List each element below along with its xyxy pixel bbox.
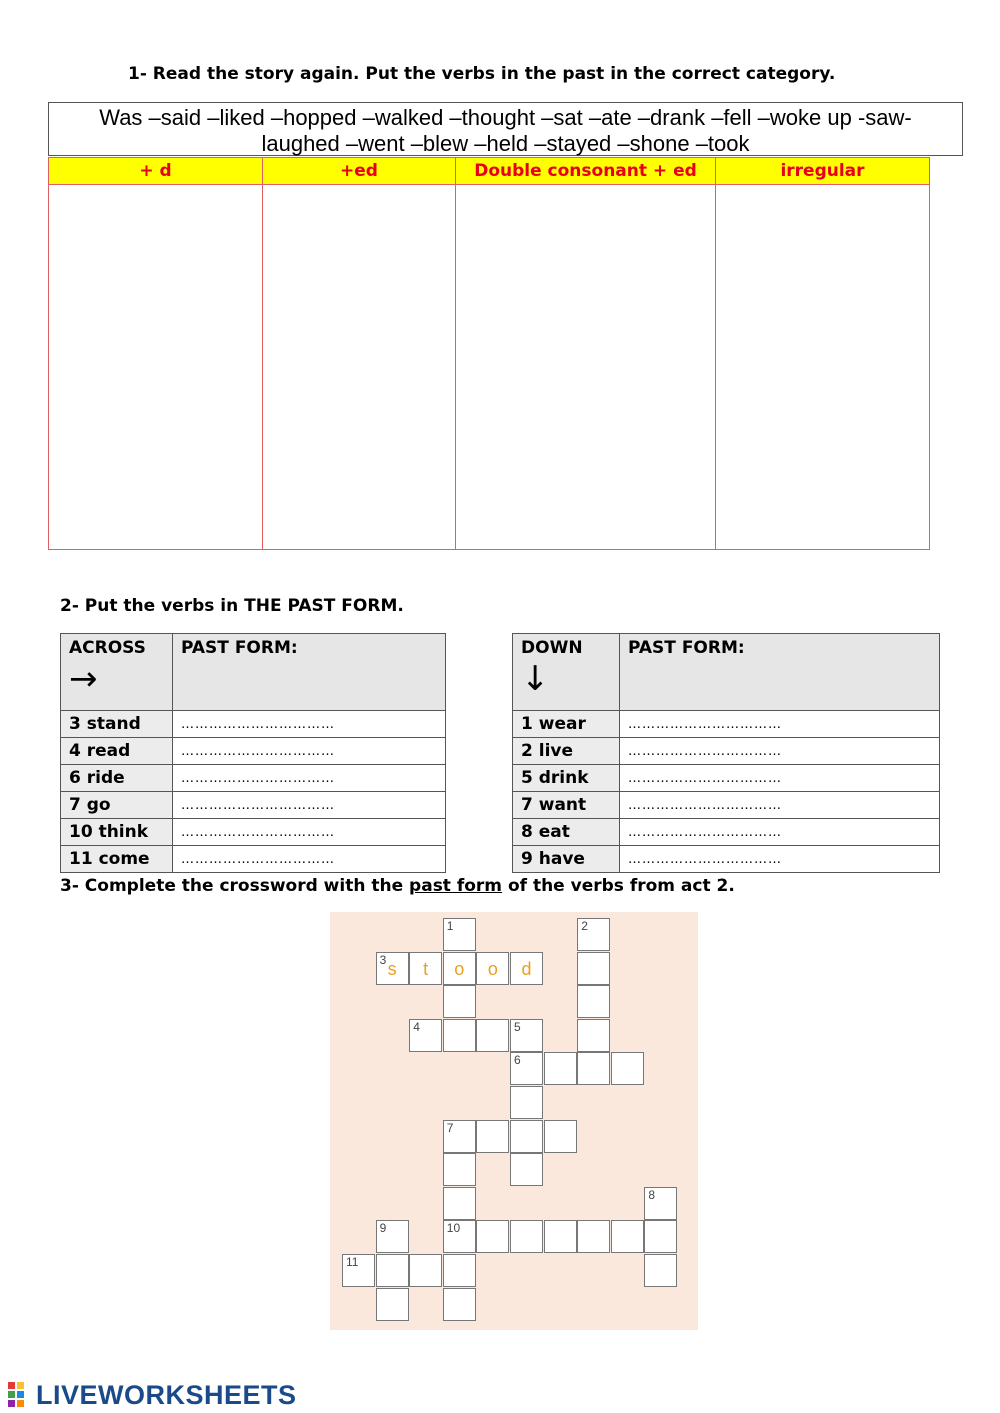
crossword-cell[interactable] (644, 1254, 677, 1287)
logo-text: LIVEWORKSHEETS (36, 1379, 297, 1410)
category-header-irregular: irregular (716, 158, 930, 185)
crossword-example-letter: t (423, 958, 429, 979)
crossword-cell[interactable] (544, 1120, 577, 1153)
crossword-cell[interactable] (510, 1086, 543, 1119)
across-answer-field[interactable]: …………………………… (173, 819, 446, 846)
crossword-cell[interactable] (443, 952, 476, 985)
crossword-cell[interactable] (376, 1288, 409, 1321)
crossword-cell[interactable] (342, 1254, 375, 1287)
crossword-cell[interactable] (644, 1220, 677, 1253)
across-answer-field[interactable]: …………………………… (173, 738, 446, 765)
crossword-cell[interactable] (443, 1153, 476, 1186)
across-verb: 4 read (61, 738, 173, 765)
crossword-cell[interactable] (510, 1019, 543, 1052)
down-verb: 2 live (513, 738, 620, 765)
crossword-cell[interactable] (577, 985, 610, 1018)
across-verb: 3 stand (61, 711, 173, 738)
crossword-cell[interactable] (443, 1254, 476, 1287)
down-table (512, 633, 940, 873)
crossword-cell[interactable] (376, 1220, 409, 1253)
logo-icon (8, 1382, 34, 1408)
across-answer-field[interactable]: …………………………… (173, 792, 446, 819)
category-cell-d[interactable] (49, 185, 263, 550)
crossword-clue-number: 1 (446, 919, 454, 933)
crossword-example-letter: o (454, 958, 465, 979)
down-verb: 9 have (513, 846, 620, 873)
crossword-cell[interactable] (443, 1187, 476, 1220)
crossword-cell[interactable] (510, 1220, 543, 1253)
crossword-cell[interactable] (409, 1019, 442, 1052)
crossword-cell[interactable] (510, 1120, 543, 1153)
crossword-cell[interactable] (443, 918, 476, 951)
crossword-clue-number: 4 (413, 1019, 420, 1034)
verb-list-line1: Was –said –liked –hopped –walked –thought –sat –ate –drank –fell –woke up -saw- (99, 105, 912, 130)
crossword-cell[interactable] (376, 952, 409, 985)
crossword-cell[interactable] (409, 1254, 442, 1287)
crossword-cell[interactable] (443, 985, 476, 1018)
crossword-cell[interactable] (443, 1288, 476, 1321)
crossword-cell[interactable] (476, 1019, 509, 1052)
down-verb: 5 drink (513, 765, 620, 792)
crossword-clue-number: 10 (446, 1221, 461, 1236)
crossword-cell[interactable] (510, 1052, 543, 1085)
across-verb: 7 go (61, 792, 173, 819)
down-answer-field[interactable]: …………………………… (620, 819, 940, 846)
down-verb: 7 want (513, 792, 620, 819)
down-verb: 1 wear (513, 711, 620, 738)
crossword-cell[interactable] (544, 1220, 577, 1253)
crossword-clue-number: 3 (379, 952, 387, 967)
crossword-clue-number: 11 (346, 1255, 359, 1269)
crossword-cell[interactable] (611, 1220, 644, 1253)
category-cell-irregular[interactable] (716, 185, 930, 550)
across-table (60, 633, 446, 873)
down-answer-field[interactable]: …………………………… (620, 765, 940, 792)
crossword-cell[interactable] (476, 952, 509, 985)
verb-list-box (48, 102, 963, 156)
crossword-cell[interactable] (443, 1220, 476, 1253)
activity3-heading: 3- Complete the crossword with the past form of the verbs from act 2. (60, 876, 735, 896)
crossword-cell[interactable] (611, 1052, 644, 1085)
crossword-example-letter: s (387, 958, 397, 979)
arrow-down-icon: ↓ (521, 659, 550, 699)
across-past-form-header: PAST FORM: (173, 634, 446, 711)
activity2-heading: 2- Put the verbs in THE PAST FORM. (60, 596, 404, 616)
crossword-clue-number: 6 (514, 1053, 521, 1068)
arrow-right-icon: → (69, 659, 98, 699)
crossword-cell[interactable] (443, 1120, 476, 1153)
category-header-double-consonant: Double consonant + ed (456, 158, 716, 185)
crossword-clue-number: 9 (379, 1221, 387, 1236)
crossword-cell[interactable] (510, 952, 543, 985)
liveworksheets-logo (8, 1381, 297, 1409)
crossword-cell[interactable] (577, 1019, 610, 1052)
crossword-cell[interactable] (577, 918, 610, 951)
crossword-grid (330, 912, 698, 1330)
crossword-clue-number: 7 (446, 1120, 454, 1135)
crossword-cell[interactable] (476, 1220, 509, 1253)
crossword-cell[interactable] (376, 1254, 409, 1287)
down-answer-field[interactable]: …………………………… (620, 711, 940, 738)
across-verb: 6 ride (61, 765, 173, 792)
activity1-heading: 1- Read the story again. Put the verbs in the past in the correct category. (128, 64, 836, 84)
down-header: DOWN ↓ (513, 634, 620, 711)
crossword-cell[interactable] (577, 1052, 610, 1085)
across-verb: 10 think (61, 819, 173, 846)
down-answer-field[interactable]: …………………………… (620, 738, 940, 765)
across-answer-field[interactable]: …………………………… (173, 711, 446, 738)
down-answer-field[interactable]: …………………………… (620, 846, 940, 873)
down-answer-field[interactable]: …………………………… (620, 792, 940, 819)
crossword-clue-number: 2 (581, 919, 588, 933)
crossword-cell[interactable] (544, 1052, 577, 1085)
down-verb: 8 eat (513, 819, 620, 846)
verb-list-line2: laughed –went –blew –held –stayed –shone –took (261, 131, 750, 156)
crossword-cell[interactable] (409, 952, 442, 985)
crossword-cell[interactable] (476, 1120, 509, 1153)
category-header-ed: +ed (263, 158, 456, 185)
crossword-cell[interactable] (577, 952, 610, 985)
crossword-clue-number: 8 (648, 1187, 656, 1202)
crossword-example-letter: d (521, 958, 532, 979)
across-answer-field[interactable]: …………………………… (173, 846, 446, 873)
category-table (48, 157, 930, 550)
crossword-cell[interactable] (510, 1153, 543, 1186)
crossword-cell[interactable] (443, 1019, 476, 1052)
category-header-d: + d (49, 158, 263, 185)
across-header: ACROSS → (61, 634, 173, 711)
across-answer-field[interactable]: …………………………… (173, 765, 446, 792)
crossword-example-letter: o (487, 958, 498, 979)
category-cell-ed[interactable] (263, 185, 456, 550)
down-past-form-header: PAST FORM: (620, 634, 940, 711)
category-cell-double-consonant[interactable] (456, 185, 716, 550)
across-verb: 11 come (61, 846, 173, 873)
crossword-cell[interactable] (644, 1187, 677, 1220)
crossword-clue-number: 5 (514, 1019, 521, 1034)
crossword-cell[interactable] (577, 1220, 610, 1253)
